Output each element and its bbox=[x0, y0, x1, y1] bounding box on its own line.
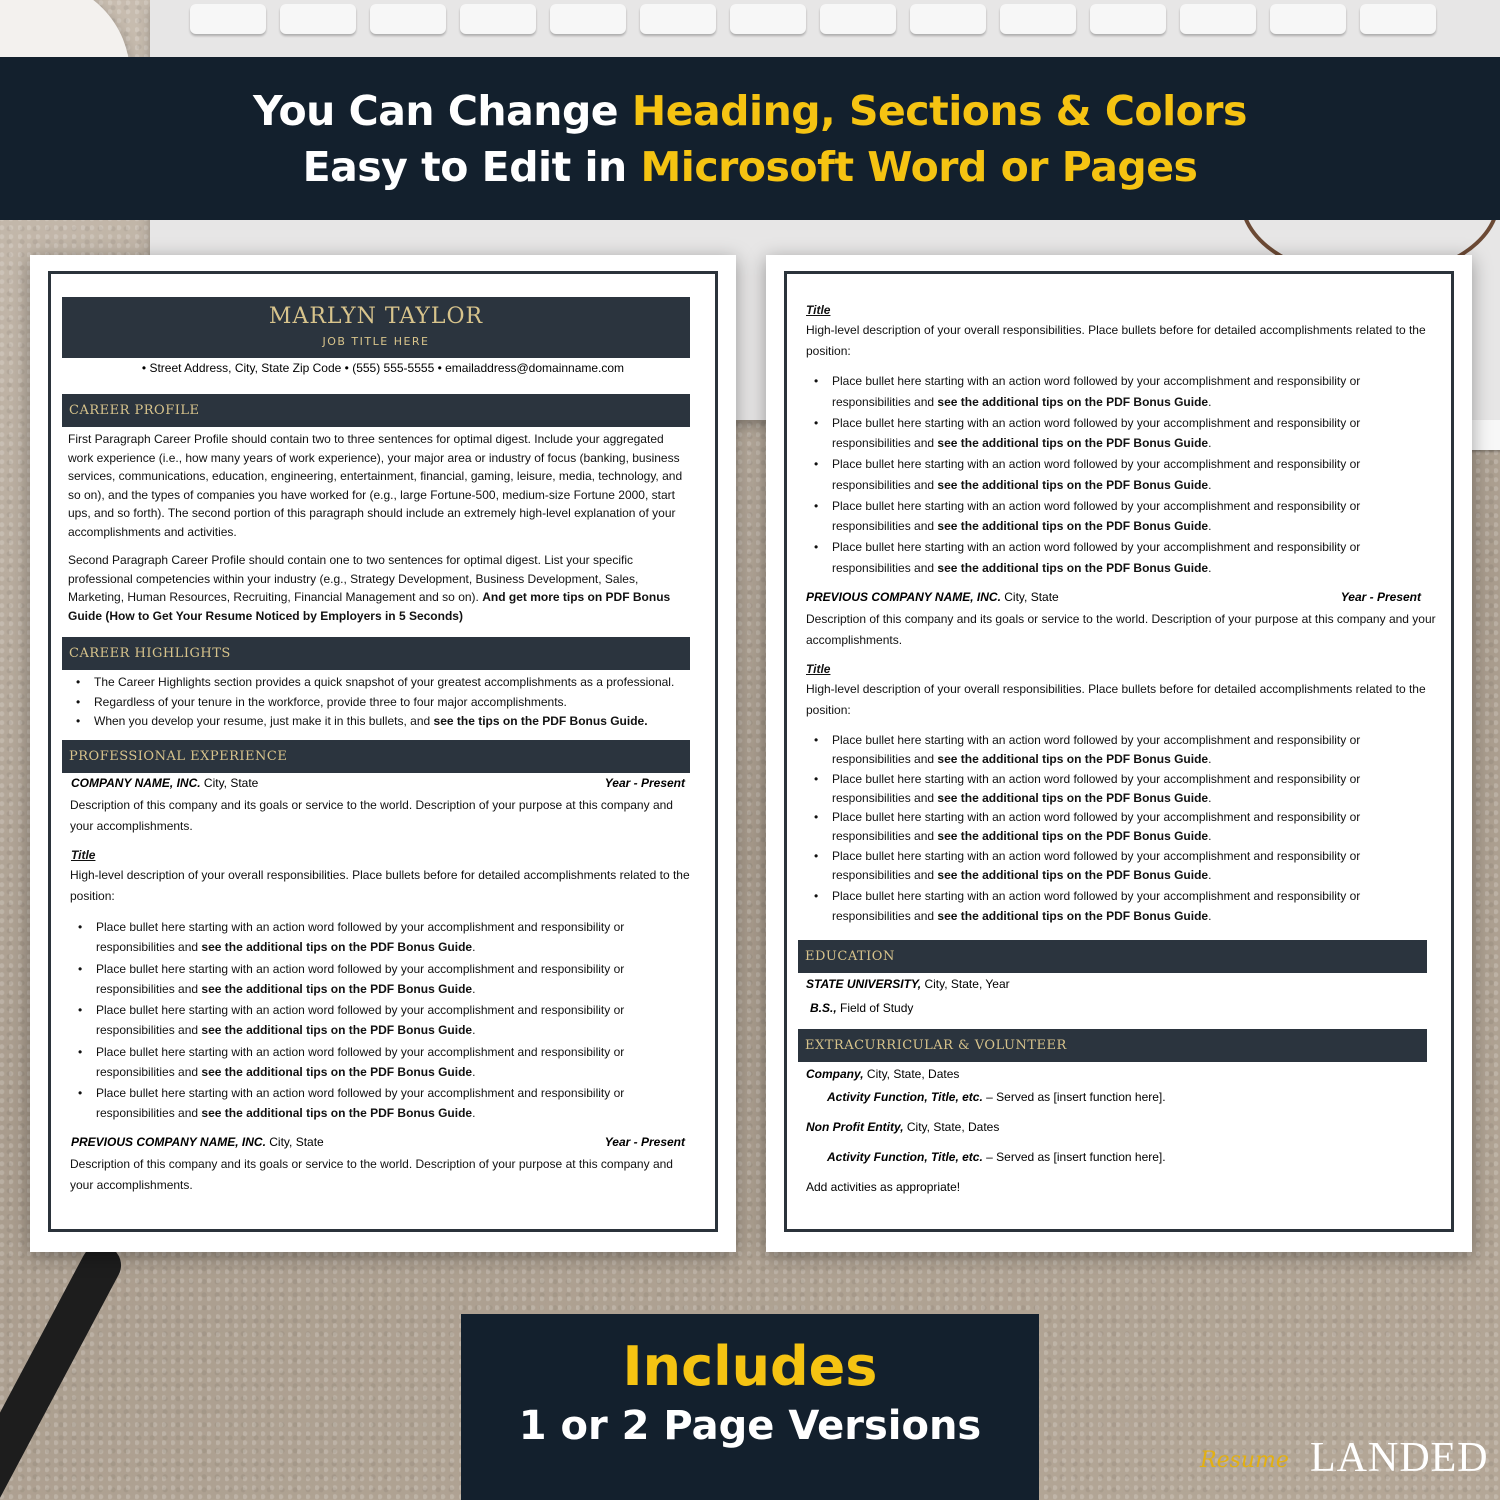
bullet-text: Place bullet here starting with an action word followed by your accomplishment and responsibility or responsibilities and bbox=[832, 415, 1361, 451]
bullet-end: . bbox=[1208, 560, 1212, 575]
education-degree bbox=[810, 1001, 913, 1015]
list-item bbox=[70, 1000, 630, 1040]
title-text: Title bbox=[806, 662, 831, 676]
extra-activity bbox=[827, 1090, 1166, 1104]
bullet-list bbox=[70, 917, 630, 1123]
extra-company bbox=[806, 1067, 959, 1081]
career-profile-p1: First Paragraph Career Profile should contain two to three sentences for optimal digest. Include your aggregated work experience (i.e., how many years of work experience), your major area or industry of focus (banking, business services, communications, education, engineering, entertainment, financial, gaming, leisure, media, technology, and so on), and the types of companies you have worked for (e.g., large Fortune-500, medium-size Fortune 2000, start ups, and so forth). The second portion of this paragraph should include an extremely high-level explanation of your accomplishments and activities. bbox=[68, 432, 683, 539]
bullet-bold: see the additional tips on the PDF Bonus Guide bbox=[937, 394, 1209, 409]
title-description: High-level description of your overall responsibilities. Place bullets before for detailed accomplishments related to the position: bbox=[806, 323, 1426, 358]
logo-script: Resume bbox=[1200, 1448, 1289, 1473]
list-item bbox=[806, 413, 1366, 454]
company-years: Year - Present bbox=[604, 776, 685, 790]
company-name: PREVIOUS COMPANY NAME, INC. bbox=[806, 590, 1001, 604]
company-description: Description of this company and its goals or service to the world. Description of your purpose at this company and your accomplishments. bbox=[70, 1157, 673, 1192]
bullet-text: Place bullet here starting with an action word followed by your accomplishment and responsibility or responsibilities and bbox=[832, 848, 1361, 883]
keyboard-key bbox=[1090, 4, 1166, 34]
bullet-end: . bbox=[1208, 908, 1212, 923]
list-item bbox=[806, 731, 1366, 770]
bullet-bold: see the additional tips on the PDF Bonus Guide bbox=[937, 908, 1209, 923]
profile-p2-bold: And get more tips on PDF Bonus Guide (How to Get Your Resume Noticed by Employers in 5 Seconds) bbox=[68, 590, 671, 623]
title-text: Title bbox=[806, 303, 831, 317]
education-university bbox=[806, 977, 1010, 991]
company-row bbox=[71, 776, 685, 790]
university-details: City, State, Year bbox=[921, 977, 1010, 991]
bullet-end: . bbox=[1208, 829, 1212, 844]
activity-details: – Served as [insert function here]. bbox=[982, 1150, 1166, 1164]
list-item bbox=[68, 712, 698, 731]
degree-name: B.S., bbox=[810, 1001, 837, 1015]
bullet-end: . bbox=[1208, 752, 1212, 767]
bullet-list bbox=[806, 371, 1366, 578]
list-item bbox=[806, 537, 1366, 578]
pen-photo bbox=[0, 1238, 128, 1500]
company-years: Year - Present bbox=[604, 1135, 685, 1149]
bullet-text: Place bullet here starting with an action word followed by your accomplishment and responsibility or responsibilities and bbox=[832, 810, 1361, 844]
banner-line-1 bbox=[0, 83, 1500, 139]
activity-name: Activity Function, Title, etc. bbox=[827, 1090, 983, 1104]
profile-p2-text: Second Paragraph Career Profile should contain one to two sentences for optimal digest. List your specific professional competencies within your industry (e.g., Strategy Development, Business Development, Sales, Marketing, Human Resources, Recruiting, Financial Management and so on). bbox=[68, 553, 639, 605]
bullet-text: Place bullet here starting with an action word followed by your accomplishment and responsibility or responsibilities and bbox=[96, 961, 625, 996]
bullet-bold: see the additional tips on the PDF Bonus Guide bbox=[937, 829, 1209, 844]
bullet-end: . bbox=[1208, 868, 1212, 883]
bullet-text: Place bullet here starting with an action word followed by your accomplishment and responsibility or responsibilities and bbox=[832, 457, 1361, 492]
keyboard-key bbox=[640, 4, 716, 34]
bullet-bold: see the additional tips on the PDF Bonus Guide bbox=[937, 560, 1209, 575]
contact-line: • Street Address, City, State Zip Code • (555) 555-5555 • emailaddress@domainname.com bbox=[141, 361, 625, 375]
keyboard-key bbox=[820, 4, 896, 34]
company-description: Description of this company and its goals or service to the world. Description of your purpose at this company and your accomplishments. bbox=[806, 612, 1436, 647]
banner-text: You Can Change bbox=[253, 87, 632, 135]
university-name: STATE UNIVERSITY, bbox=[806, 977, 922, 991]
activity-name: Activity Function, Title, etc. bbox=[827, 1150, 983, 1164]
title-label bbox=[806, 660, 830, 679]
resume-page-1 bbox=[30, 255, 736, 1252]
job-title: JOB TITLE HERE bbox=[322, 335, 430, 348]
keyboard-key bbox=[550, 4, 626, 34]
bullet-text: Place bullet here starting with an action word followed by your accomplishment and responsibility or responsibilities and bbox=[96, 1003, 625, 1038]
top-banner bbox=[0, 57, 1500, 220]
degree-field: Field of Study bbox=[836, 1001, 914, 1015]
bullet-bold: see the additional tips on the PDF Bonus Guide bbox=[201, 1106, 473, 1121]
previous-company-row bbox=[71, 1135, 685, 1149]
bullet-list bbox=[806, 731, 1366, 926]
extra-activity bbox=[827, 1150, 1166, 1164]
banner-text: Easy to Edit in bbox=[302, 143, 641, 191]
list-item bbox=[70, 959, 630, 999]
list-item: • The Career Highlights section provides a quick snapshot of your greatest accomplishments as a professional. bbox=[68, 673, 698, 692]
bullet-end: . bbox=[472, 981, 476, 996]
bullet-end: . bbox=[1208, 790, 1212, 805]
bullet-bold: see the additional tips on the PDF Bonus Guide bbox=[937, 477, 1209, 492]
list-item bbox=[806, 770, 1366, 809]
keyboard-key bbox=[280, 4, 356, 34]
list-item bbox=[806, 454, 1366, 495]
company-location: City, State bbox=[265, 1135, 324, 1149]
title-label bbox=[806, 301, 830, 320]
bullet-text: Place bullet here starting with an action word followed by your accomplishment and responsibility or responsibilities and bbox=[832, 771, 1361, 805]
company-location: City, State bbox=[200, 776, 259, 790]
bullet-bold: see the additional tips on the PDF Bonus Guide bbox=[201, 981, 473, 996]
bullet-bold: see the additional tips on the PDF Bonus Guide bbox=[937, 868, 1209, 883]
bullet-text: Place bullet here starting with an action word followed by your accomplishment and responsibility or responsibilities and bbox=[832, 498, 1361, 534]
list-item bbox=[70, 1042, 630, 1082]
keyboard-key bbox=[1360, 4, 1436, 34]
section-header-education: EDUCATION bbox=[798, 940, 1427, 973]
bullet-bold: see the additional tips on the PDF Bonus Guide bbox=[937, 436, 1209, 451]
title-description: High-level description of your overall responsibilities. Place bullets before for detailed accomplishments related to the position: bbox=[70, 868, 690, 903]
list-item: • Regardless of your tenure in the workforce, provide three to four major accomplishments. bbox=[68, 693, 698, 712]
entity-name: Company, bbox=[806, 1067, 864, 1081]
activity-details: – Served as [insert function here]. bbox=[982, 1090, 1166, 1104]
banner-highlight: Microsoft Word or Pages bbox=[640, 143, 1198, 191]
list-item bbox=[70, 917, 630, 957]
section-header-extracurricular: EXTRACURRICULAR & VOLUNTEER bbox=[798, 1029, 1427, 1062]
banner-line-2 bbox=[0, 139, 1500, 195]
list-item bbox=[806, 887, 1366, 926]
bullet-bold: see the additional tips on the PDF Bonus Guide bbox=[201, 1064, 473, 1079]
bullet-end: . bbox=[472, 940, 476, 954]
list-item bbox=[806, 847, 1366, 886]
entity-details: City, State, Dates bbox=[863, 1067, 960, 1081]
keyboard-key bbox=[190, 4, 266, 34]
bullet-bold: see the additional tips on the PDF Bonus Guide bbox=[201, 940, 473, 954]
company-name: PREVIOUS COMPANY NAME, INC. bbox=[71, 1135, 266, 1149]
title-text: Title bbox=[71, 848, 96, 862]
bullet-end: . bbox=[1208, 477, 1212, 492]
includes-heading: Includes bbox=[622, 1335, 878, 1398]
company-years: Year - Present bbox=[1340, 590, 1421, 604]
career-profile-p2 bbox=[68, 551, 688, 625]
list-item bbox=[806, 496, 1366, 537]
name-header bbox=[62, 297, 690, 358]
company-description: Description of this company and its goals or service to the world. Description of your purpose at this company and your accomplishments. bbox=[70, 798, 673, 833]
list-item bbox=[806, 371, 1366, 412]
bullet-text: Place bullet here starting with an action word followed by your accomplishment and responsibility or responsibilities and bbox=[832, 733, 1361, 767]
keyboard-key bbox=[1270, 4, 1346, 34]
entity-name: Non Profit Entity, bbox=[806, 1120, 904, 1134]
bullet-text: Place bullet here starting with an action word followed by your accomplishment and responsibility or responsibilities and bbox=[832, 889, 1361, 923]
bullet-bold: see the additional tips on the PDF Bonus Guide bbox=[937, 519, 1209, 534]
keyboard-key bbox=[730, 4, 806, 34]
extra-nonprofit bbox=[806, 1120, 999, 1134]
title-label bbox=[71, 846, 95, 865]
highlight-bold: see the tips on the PDF Bonus Guide. bbox=[433, 714, 648, 729]
candidate-name: MARLYN TAYLOR bbox=[268, 304, 484, 329]
highlight-text: When you develop your resume, just make it in this bullets, and bbox=[94, 714, 434, 729]
keyboard-key bbox=[370, 4, 446, 34]
logo-word: LANDED bbox=[1310, 1435, 1489, 1481]
section-header-professional-experience: PROFESSIONAL EXPERIENCE bbox=[62, 740, 690, 773]
list-item bbox=[806, 808, 1366, 847]
versions-subheading: 1 or 2 Page Versions bbox=[518, 1403, 982, 1449]
bullet-end: . bbox=[1208, 436, 1212, 451]
bullet-end: . bbox=[472, 1106, 476, 1121]
bullet-bold: see the additional tips on the PDF Bonus Guide bbox=[201, 1023, 473, 1038]
highlights-list bbox=[68, 673, 698, 731]
section-header-career-profile: CAREER PROFILE bbox=[62, 394, 690, 427]
section-header-career-highlights: CAREER HIGHLIGHTS bbox=[62, 637, 690, 670]
bullet-text: Place bullet here starting with an action word followed by your accomplishment and responsibility or responsibilities and bbox=[96, 1044, 625, 1079]
keyboard-key bbox=[1180, 4, 1256, 34]
bullet-end: . bbox=[1208, 394, 1212, 409]
bullet-bold: see the additional tips on the PDF Bonus Guide bbox=[937, 752, 1209, 767]
banner-highlight: Heading, Sections & Colors bbox=[631, 87, 1247, 135]
bullet-text: Place bullet here starting with an action word followed by your accomplishment and responsibility or responsibilities and bbox=[832, 374, 1361, 409]
list-item bbox=[70, 1083, 630, 1123]
bullet-end: . bbox=[1208, 519, 1212, 534]
bullet-text: Place bullet here starting with an action word followed by your accomplishment and responsibility or responsibilities and bbox=[832, 540, 1361, 575]
title-description: High-level description of your overall responsibilities. Place bullets before for detailed accomplishments related to the position: bbox=[806, 682, 1426, 717]
previous-company-row bbox=[806, 590, 1421, 604]
bullet-end: . bbox=[472, 1064, 476, 1079]
company-name: COMPANY NAME, INC. bbox=[71, 776, 201, 790]
bullet-end: . bbox=[472, 1023, 476, 1038]
add-activities-note: Add activities as appropriate! bbox=[806, 1180, 961, 1194]
company-location: City, State bbox=[1000, 590, 1059, 604]
bullet-text: Place bullet here starting with an action word followed by your accomplishment and responsibility or responsibilities and bbox=[96, 920, 625, 954]
bullet-text: Place bullet here starting with an action word followed by your accomplishment and responsibility or responsibilities and bbox=[96, 1086, 625, 1121]
brand-logo bbox=[1200, 1434, 1489, 1484]
keyboard-key bbox=[910, 4, 986, 34]
bullet-bold: see the additional tips on the PDF Bonus Guide bbox=[937, 790, 1209, 805]
keyboard-key bbox=[460, 4, 536, 34]
bottom-banner bbox=[461, 1314, 1039, 1500]
resume-page-2 bbox=[766, 255, 1472, 1252]
entity-details: City, State, Dates bbox=[903, 1120, 1000, 1134]
keyboard-key bbox=[1000, 4, 1076, 34]
